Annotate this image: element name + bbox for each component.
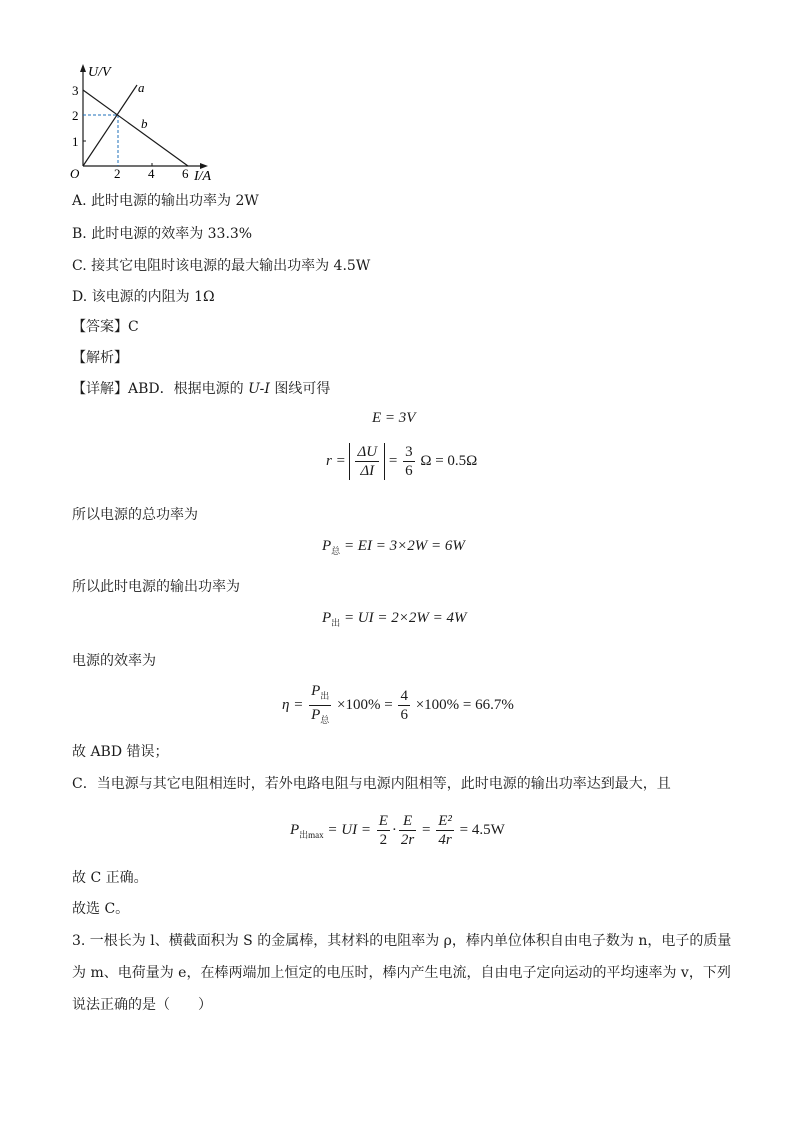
- y-tick-label-3: 3: [72, 83, 79, 98]
- equation-efficiency: η = $\frac{P_出}{P_总}$ ×100% = $\frac{4}{6}$ ×100% = 66.7%: [282, 682, 514, 729]
- eq2-rhs: Ω = 0.5Ω: [420, 452, 478, 469]
- option-d: D. 该电源的内阻为 1Ω: [72, 289, 215, 305]
- option-c: C. 接其它电阻时该电源的最大输出功率为 4.5W: [72, 258, 371, 274]
- detail-prefix: 【详解】ABD．根据电源的: [72, 381, 249, 397]
- equation-e: E = 3V: [372, 410, 416, 426]
- text-c-explanation: C．当电源与其它电阻相连时，若外电路电阻与电源内阻相等，此时电源的输出功率达到最大，且: [72, 776, 671, 792]
- x-axis-label: I/A: [194, 169, 212, 182]
- answer-label: 【答案】C: [72, 319, 139, 335]
- option-a: A. 此时电源的输出功率为 2W: [72, 193, 259, 209]
- eq6-frac2: $\frac{E}{2r}$: [400, 813, 415, 848]
- eq5-frac1: $\frac{P_出}{P_总}$: [311, 683, 330, 725]
- option-b: B. 此时电源的效率为 33.3%: [72, 226, 253, 242]
- y-axis-label: U/V: [88, 65, 111, 80]
- text-total-power: 所以电源的总功率为: [72, 507, 198, 523]
- text-abd-wrong: 故 ABD 错误；: [72, 744, 169, 760]
- detail-line: [72, 379, 330, 399]
- line-a-label: a: [138, 80, 145, 95]
- y-axis-arrow: [80, 64, 86, 72]
- question-3-line-3: 说法正确的是（ ）: [72, 997, 212, 1013]
- eq2-eq: =: [388, 452, 398, 469]
- origin-label: O: [70, 166, 80, 181]
- eq6-frac3: $\frac{\text{E²}}{4r}$: [438, 813, 452, 848]
- y-tick-label-1: 1: [72, 134, 79, 149]
- eq6-frac1: $\frac{E}{2}$: [378, 813, 388, 848]
- equation-p-output: $P_出$ = UI = 2×2W = 4W: [322, 610, 467, 628]
- text-choose: 故选 C。: [72, 901, 130, 917]
- line-b-label: b: [141, 116, 148, 131]
- text-output-power: 所以此时电源的输出功率为: [72, 579, 240, 595]
- eq2-frac1: $\frac{\Delta U}{\Delta I}$: [357, 444, 378, 479]
- x-tick-label-6: 6: [182, 166, 189, 181]
- x-tick-label-2: 2: [114, 166, 121, 181]
- detail-ui: U-I: [248, 381, 270, 397]
- y-tick-label-2: 2: [72, 108, 79, 123]
- equation-p-max: $P_{出max}$ = UI = $\frac{E}{2}$ · $\frac{E}{2r}$ = $\frac{\text{E²}}{4r}$ = 4.5W: [290, 813, 505, 848]
- x-tick-label-4: 4: [148, 166, 155, 181]
- equation-r: [326, 443, 477, 480]
- eq2-frac2: $\frac{3}{6}$: [405, 444, 413, 479]
- line-a: [83, 85, 137, 166]
- text-efficiency: 电源的效率为: [72, 653, 156, 669]
- eq2-abs: [349, 443, 385, 480]
- eq2-lhs: r =: [326, 452, 346, 469]
- ui-graph: [64, 60, 224, 182]
- line-b: [83, 90, 188, 166]
- detail-suffix: 图线可得: [269, 381, 331, 397]
- analysis-label: 【解析】: [72, 350, 128, 366]
- equation-p-total: $P_总$ = EI = 3×2W = 6W: [322, 538, 465, 556]
- question-3-line-2: 为 m、电荷量为 e，在棒两端加上恒定的电压时，棒内产生电流，自由电子定向运动的平均速率为 v，下列: [72, 965, 731, 981]
- question-3-line-1: 3. 一根长为 l、横截面积为 S 的金属棒，其材料的电阻率为 ρ，棒内单位体积自由电子数为 n，电子的质量: [72, 933, 732, 949]
- eq5-frac2: $\frac{4}{6}$: [400, 688, 408, 723]
- text-c-correct: 故 C 正确。: [72, 870, 148, 886]
